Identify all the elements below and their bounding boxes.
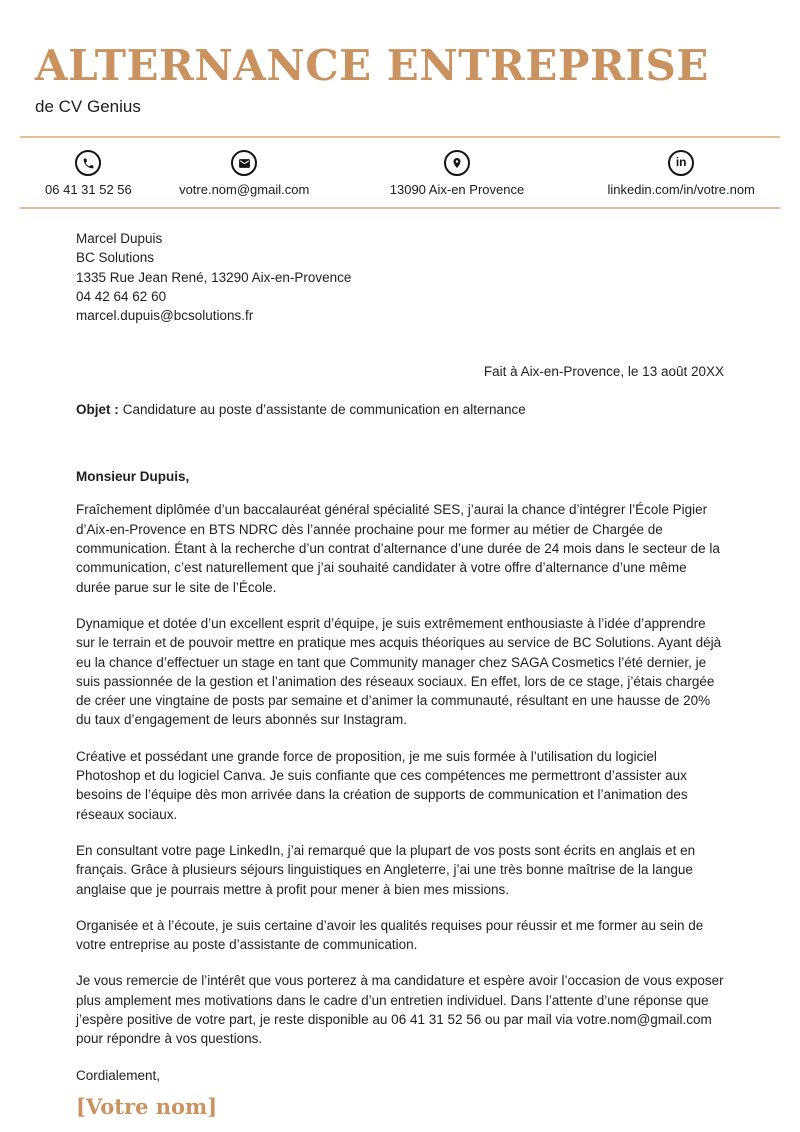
recipient-address: 1335 Rue Jean René, 13290 Aix-en-Provence xyxy=(76,269,352,285)
contact-phone-value: 06 41 31 52 56 xyxy=(45,182,132,198)
page-subtitle: de CV Genius xyxy=(35,97,141,117)
paragraph-3: Créative et possédant une grande force de proposition, je me suis formée à l’utilisation du logiciel Photoshop et du logiciel Canva. Je suis confiante que ces compétences me permettront d’assister aux besoins de l’équipe dès mon arrivée dans la création de supports de communication et l’animation des réseaux sociaux. xyxy=(76,748,688,822)
contact-linkedin xyxy=(582,150,780,197)
email-icon xyxy=(231,150,257,176)
subject-line xyxy=(76,400,724,419)
closing: Cordialement, xyxy=(76,1067,161,1083)
salutation: Monsieur Dupuis, xyxy=(76,469,190,485)
linkedin-glyph: in xyxy=(675,155,687,170)
date-line: Fait à Aix-en-Provence, le 13 août 20XX xyxy=(483,363,724,379)
contact-email-value: votre.nom@gmail.com xyxy=(179,182,310,198)
paragraph-2: Dynamique et dotée d’un excellent esprit d’équipe, je suis extrêmement enthousiaste à l’idée d’apprendre sur le terrain et de pouvoir mettre en pratique mes acquis théoriques au service de BC Solutions. Ayant déjà eu la chance d’effectuer un stage en tant que Community manager chez SAGA Cosmetics l’été dernier, je suis passionnée de la gestion et l’animation des réseaux sociaux. En effet, lors de ce stage, j’étais chargée de créer une vingtaine de posts par semaine et d’animer la communauté, résultant en une hausse de 20% du taux d’engagement de leurs abonnés sur Instagram. xyxy=(76,615,722,728)
contact-location-value: 13090 Aix-en Provence xyxy=(389,182,525,198)
linkedin-icon xyxy=(668,150,694,176)
paragraph-6: Je vous remercie de l’intérêt que vous porterez à ma candidature et espère avoir l’occasion de vous exposer plus amplement mes motivations dans le cadre d’un entretien individuel. Dans l’attente d’une réponse que j’espère positive de votre part, je reste disponible au 06 41 31 52 56 ou par mail via votre.nom@gmail.com pour répondre à vos questions. xyxy=(76,973,724,1047)
paragraph-1: Fraîchement diplômée d’un baccalauréat général spécialité SES, j’aurai la chance d’intégrer l’École Pigier d’Aix-en-Provence en BTS NDRC dès l’année prochaine pour me former au métier de Chargée de communication. Étant à la recherche d’un contrat d’alternance d’une durée de 24 mois dans le secteur de la communication, c’est naturellement que j’ai souhaité candidater à votre offre d’alternance d’une même durée parue sur le site de l’École. xyxy=(76,502,720,595)
location-icon xyxy=(444,150,470,176)
contact-location xyxy=(332,150,583,197)
subject-text: Candidature au poste d’assistante de communication en alternance xyxy=(122,401,526,417)
divider-bottom xyxy=(20,207,780,209)
letter-body xyxy=(76,229,724,1119)
page-title: ALTERNANCE ENTREPRISE xyxy=(35,41,709,90)
paragraph-5: Organisée et à l’écoute, je suis certaine d’avoir les qualités requises pour réussir et me former au sein de votre entreprise au poste d’assistante de communication. xyxy=(76,917,704,953)
paragraph-4: En consultant votre page LinkedIn, j’ai remarqué que la plupart de vos posts sont écrits en anglais et en français. Grâce à plusieurs séjours linguistiques en Angleterre, j’ai une très bonne maîtrise de la langue anglaise que je pourrais mettre à profit pour mener à bien mes missions. xyxy=(76,842,696,897)
signature-placeholder: [Votre nom] xyxy=(76,1093,218,1119)
contact-linkedin-value: linkedin.com/in/votre.nom xyxy=(607,182,755,198)
recipient-email: marcel.dupuis@bcsolutions.fr xyxy=(76,308,254,324)
recipient-phone: 04 42 64 62 60 xyxy=(76,288,167,304)
contact-bar xyxy=(20,150,780,197)
contact-phone xyxy=(20,150,157,197)
letter-header xyxy=(0,0,800,117)
divider-top xyxy=(20,136,780,138)
subject-label: Objet : xyxy=(76,401,119,417)
contact-email xyxy=(157,150,332,197)
recipient-company: BC Solutions xyxy=(76,250,155,266)
phone-icon xyxy=(75,150,101,176)
recipient-name: Marcel Dupuis xyxy=(76,231,163,247)
recipient-block xyxy=(76,229,724,325)
